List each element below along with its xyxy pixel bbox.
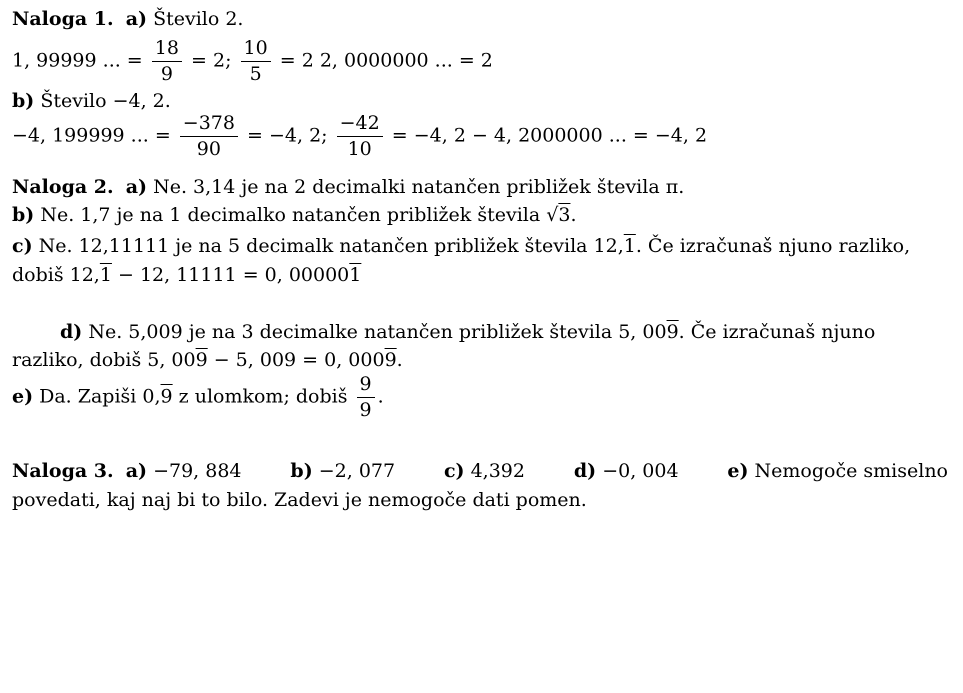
task3-part-e xyxy=(727,462,948,481)
frac-numerator: 10 xyxy=(241,38,271,62)
task3-part-c xyxy=(444,462,525,481)
task3-part-a xyxy=(12,462,242,481)
task2-line-e xyxy=(12,374,384,421)
sqrt-radicand: 3 xyxy=(558,204,571,226)
task1-b-label: b) xyxy=(12,90,35,112)
frac-numerator: 18 xyxy=(152,38,182,62)
repeating-digit: 9 xyxy=(666,321,679,343)
task2-line-c2 xyxy=(12,266,361,285)
repeating-digit: 1 xyxy=(349,264,362,286)
frac-denominator: 5 xyxy=(249,62,262,85)
repeating-digit: 9 xyxy=(195,349,208,371)
task2-c2-mid: − 12, 11111 = 0, 00000 xyxy=(111,264,350,286)
task3-a-val: −79, 884 xyxy=(153,460,242,482)
repeating-digit: 1 xyxy=(99,264,112,286)
task2-line-c xyxy=(12,237,910,256)
task2-d2-pre: razliko, dobiš 5, 00 xyxy=(12,349,196,371)
frac-numerator: −42 xyxy=(337,113,383,137)
repeating-digit: 9 xyxy=(160,385,173,408)
task3-b-val: −2, 077 xyxy=(318,460,396,482)
task3-line2-text: povedati, kaj naj bi to bilo. Zadevi je nemogoče dati pomen. xyxy=(12,489,587,511)
task1-eq2 xyxy=(12,113,707,160)
task1-frac4 xyxy=(337,113,383,160)
task2-e-label: e) xyxy=(12,385,34,408)
task3-e-val: Nemogoče smiselno xyxy=(754,460,948,482)
task3-c-label: c) xyxy=(443,460,465,482)
task2-e-text: Da. Zapiši 0, xyxy=(39,385,161,408)
sqrt-symbol: √3 xyxy=(546,204,571,226)
task1-eq1-mid: = 2; xyxy=(191,49,232,72)
frac-denominator: 90 xyxy=(196,137,221,160)
task2-c-text: Ne. 12,11111 je na 5 decimalk natančen približek števila 12, xyxy=(38,235,624,257)
frac-denominator: 9 xyxy=(160,62,173,85)
task2-line-a xyxy=(12,178,684,197)
task2-e-post: . xyxy=(377,385,384,408)
task2-d2-mid: − 5, 009 = 0, 000 xyxy=(207,349,385,371)
task1-eq2-right: = −4, 2 − 4, 2000000 ... = −4, 2 xyxy=(391,124,708,147)
task2-d2-post: . xyxy=(396,349,403,371)
task2-b-post: . xyxy=(570,204,577,226)
task2-d-label: d) xyxy=(60,321,83,343)
task2-b-label: b) xyxy=(12,204,35,226)
task3-line1 xyxy=(12,462,948,481)
task1-frac1 xyxy=(152,38,182,85)
task1-frac3 xyxy=(180,113,238,160)
task3-part-b xyxy=(290,462,395,481)
task2-line-d2 xyxy=(12,351,403,370)
frac-denominator: 10 xyxy=(347,137,372,160)
task1-a-text: Število 2. xyxy=(153,8,244,30)
task3-a-label: a) xyxy=(125,460,148,482)
task3-heading: Naloga 3. xyxy=(12,460,114,482)
task1-line-a xyxy=(12,10,243,29)
task3-d-val: −0, 004 xyxy=(602,460,679,482)
task2-a-text: Ne. 3,14 je na 2 decimalki natančen približek števila π. xyxy=(153,176,685,198)
task3-b-label: b) xyxy=(290,460,313,482)
task2-e-frac xyxy=(357,374,375,421)
task2-c-post: . Če izračunaš njuno razliko, xyxy=(635,235,911,257)
task2-a-label: a) xyxy=(125,176,148,198)
task1-eq1-left: 1, 99999 ... = xyxy=(12,49,143,72)
task2-line-b xyxy=(12,206,577,225)
task2-c2-pre: dobiš 12, xyxy=(12,264,100,286)
repeating-digit: 9 xyxy=(384,349,397,371)
task1-frac2 xyxy=(241,38,271,85)
task1-line-b xyxy=(12,92,171,111)
task2-d-post: . Če izračunaš njuno xyxy=(678,321,876,343)
task2-d-text: Ne. 5,009 je na 3 decimalke natančen približek števila 5, 00 xyxy=(88,321,667,343)
task2-line-d xyxy=(60,323,875,342)
task3-e-label: e) xyxy=(727,460,749,482)
task2-e-mid: z ulomkom; dobiš xyxy=(172,385,348,408)
task1-eq1-right: = 2 2, 0000000 ... = 2 xyxy=(279,49,493,72)
task1-heading: Naloga 1. xyxy=(12,8,114,30)
task2-c-label: c) xyxy=(12,235,33,257)
task2-b-text: Ne. 1,7 je na 1 decimalko natančen približek števila xyxy=(40,204,541,226)
repeating-digit: 1 xyxy=(623,235,636,257)
task1-b-text: Število −4, 2. xyxy=(40,90,171,112)
task3-c-val: 4,392 xyxy=(470,460,525,482)
task2-heading: Naloga 2. xyxy=(12,176,114,198)
frac-denominator: 9 xyxy=(359,398,372,421)
task3-line2 xyxy=(12,491,587,510)
frac-numerator: −378 xyxy=(180,113,238,137)
task1-a-label: a) xyxy=(125,8,148,30)
frac-numerator: 9 xyxy=(357,374,375,398)
task1-eq1 xyxy=(12,38,493,85)
task1-eq2-left: −4, 199999 ... = xyxy=(12,124,171,147)
task3-part-d xyxy=(574,462,679,481)
task1-eq2-mid: = −4, 2; xyxy=(247,124,328,147)
task3-d-label: d) xyxy=(573,460,597,482)
